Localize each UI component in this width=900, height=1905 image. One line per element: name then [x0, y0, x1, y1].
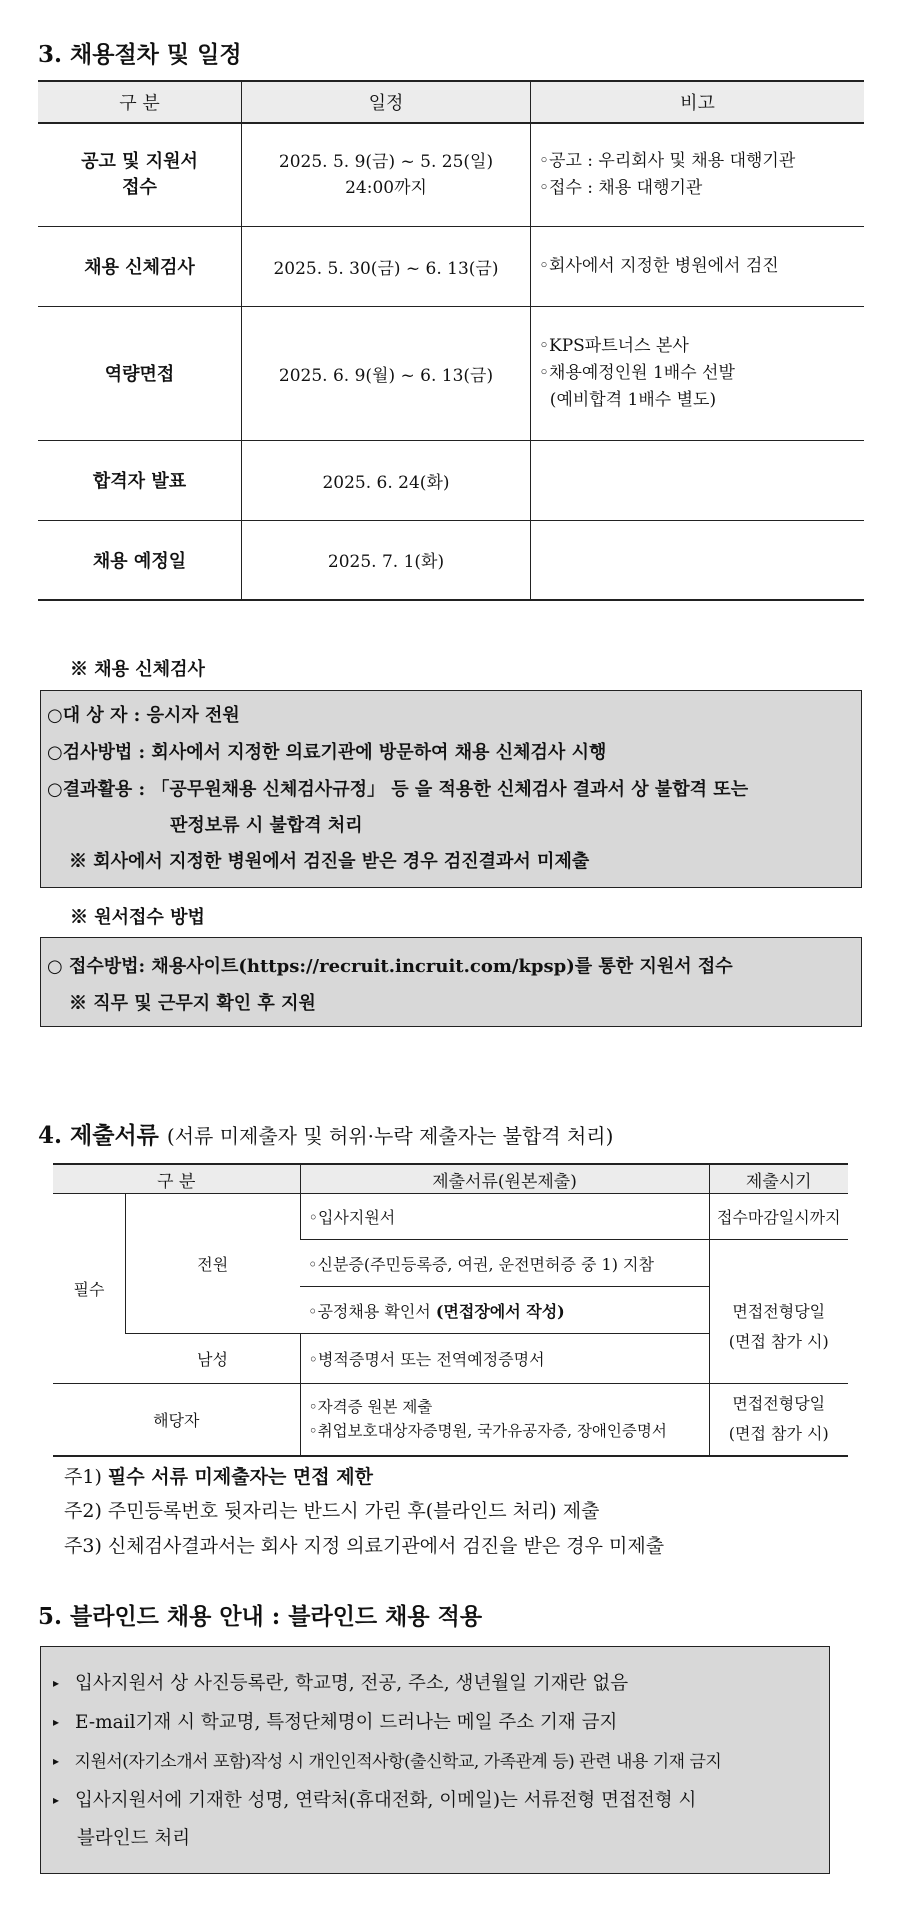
all-label: 전원 [126, 1194, 301, 1334]
row-note: ◦KPS파트너스 본사 ◦채용예정인원 1배수 선발 (예비합격 1배수 별도) [531, 306, 865, 440]
col-category: 구 분 [38, 81, 242, 123]
blind-line [53, 1747, 721, 1772]
row-date: 2025. 7. 1(화) [242, 520, 531, 600]
table-header-row [38, 81, 864, 123]
table-row [53, 1384, 848, 1456]
time-cell: 접수마감일시까지 [709, 1194, 848, 1240]
col-documents: 제출서류(원본제출) [300, 1164, 709, 1194]
apply-line: ※ 직무 및 근무지 확인 후 지원 [69, 993, 316, 1014]
row-label: 채용 예정일 [38, 520, 242, 600]
blind-text: 입사지원서 상 사진등록란, 학교명, 전공, 주소, 생년월일 기재란 없음 [75, 1673, 629, 1694]
table-row [38, 123, 864, 226]
row-label: 합격자 발표 [38, 440, 242, 520]
blind-line [53, 1786, 696, 1812]
exam-title: ※ 채용 신체검사 [70, 659, 205, 680]
schedule-table [38, 80, 864, 601]
exam-line: ○검사방법 : 회사에서 지정한 의료기관에 방문하여 채용 신체검사 시행 [47, 742, 607, 763]
bullet-icon: ▸ [53, 1754, 59, 1768]
blind-line [53, 1669, 628, 1695]
row-note: ◦공고 : 우리회사 및 채용 대행기관 ◦접수 : 채용 대행기관 [531, 123, 865, 226]
required-label: 필수 [53, 1194, 126, 1384]
footnote-3: 주3) 신체검사결과서는 회사 지정 의료기관에서 검진을 받은 경우 미제출 [64, 1535, 665, 1557]
bullet-icon: ▸ [53, 1676, 60, 1690]
apply-line: ○ 접수방법: 채용사이트(https://recruit.incruit.com/kpsp)를 통한 지원서 접수 [47, 956, 733, 977]
footnote-prefix: 주1) [64, 1466, 108, 1488]
footnote-2: 주2) 주민등록번호 뒷자리는 반드시 가린 후(블라인드 처리) 제출 [64, 1500, 600, 1522]
section-4-heading: 4. 제출서류 [38, 1122, 159, 1149]
doc-cell: ◦신분증(주민등록증, 여권, 운전면허증 중 1) 지참 [300, 1240, 709, 1287]
table-row [53, 1194, 848, 1240]
section-4-subtitle: (서류 미제출자 및 허위·누락 제출자는 불합격 처리) [166, 1124, 614, 1148]
col-timing: 제출시기 [709, 1164, 848, 1194]
blind-text: 지원서(자기소개서 포함)작성 시 개인인적사항(출신학교, 가족관계 등) 관련 내용 기재 금지 [74, 1752, 722, 1772]
doc-text: ◦공정채용 확인서 [308, 1301, 431, 1321]
table-row [38, 520, 864, 600]
row-date: 2025. 5. 9(금) ~ 5. 25(일) 24:00까지 [242, 123, 531, 226]
footnote-text: 필수 서류 미제출자는 면접 제한 [107, 1466, 373, 1488]
row-date: 2025. 5. 30(금) ~ 6. 13(금) [242, 226, 531, 306]
row-note [531, 520, 865, 600]
documents-table [53, 1163, 848, 1457]
exam-line: 판정보류 시 불합격 처리 [170, 815, 363, 836]
doc-cell [300, 1287, 709, 1334]
apply-box [40, 937, 862, 1027]
table-header-row [53, 1164, 848, 1194]
col-category: 구 분 [53, 1164, 300, 1194]
row-note [531, 440, 865, 520]
section-3-title: 3. 채용절차 및 일정 [38, 41, 242, 68]
doc-cell: ◦자격증 원본 제출 ◦취업보호대상자증명원, 국가유공자증, 장애인증명서 [300, 1384, 709, 1456]
blind-line: 블라인드 처리 [77, 1828, 191, 1849]
apply-title: ※ 원서접수 방법 [70, 907, 205, 928]
blind-box [40, 1646, 830, 1874]
bullet-icon: ▸ [53, 1793, 60, 1807]
exam-line: ※ 회사에서 지정한 병원에서 검진을 받은 경우 검진결과서 미제출 [69, 851, 590, 872]
blind-text: 입사지원서에 기재한 성명, 연락처(휴대전화, 이메일)는 서류전형 면접전형 시 [75, 1790, 697, 1811]
exam-line: ○대 상 자 : 응시자 전원 [47, 705, 240, 726]
blind-text: E-mail기재 시 학교명, 특정단체명이 드러나는 메일 주소 기재 금지 [75, 1712, 618, 1733]
row-date: 2025. 6. 24(화) [242, 440, 531, 520]
bullet-icon: ▸ [53, 1715, 60, 1729]
col-schedule: 일정 [242, 81, 531, 123]
section-4-title [38, 1117, 613, 1150]
blind-line [53, 1708, 617, 1734]
row-label: 역량면접 [38, 306, 242, 440]
table-row [38, 306, 864, 440]
row-label: 채용 신체검사 [38, 226, 242, 306]
applicable-label: 해당자 [53, 1384, 300, 1456]
doc-cell: ◦입사지원서 [300, 1194, 709, 1240]
exam-box [40, 690, 862, 888]
male-label: 남성 [126, 1334, 301, 1384]
exam-line: ○결과활용 : 「공무원채용 신체검사규정」 등 을 적용한 신체검사 결과서 상 불합격 또는 [47, 779, 749, 800]
doc-note: (면접장에서 작성) [435, 1301, 565, 1321]
doc-cell: ◦병적증명서 또는 전역예정증명서 [300, 1334, 709, 1384]
row-date: 2025. 6. 9(월) ~ 6. 13(금) [242, 306, 531, 440]
table-row [38, 226, 864, 306]
table-row [38, 440, 864, 520]
time-cell: 면접전형당일 (면접 참가 시) [709, 1240, 848, 1384]
footnote-1 [64, 1462, 373, 1489]
row-label: 공고 및 지원서 접수 [38, 123, 242, 226]
row-note: ◦회사에서 지정한 병원에서 검진 [531, 226, 865, 306]
col-remarks: 비고 [531, 81, 865, 123]
time-cell: 면접전형당일 (면접 참가 시) [709, 1384, 848, 1456]
section-5-title: 5. 블라인드 채용 안내 : 블라인드 채용 적용 [38, 1603, 483, 1630]
